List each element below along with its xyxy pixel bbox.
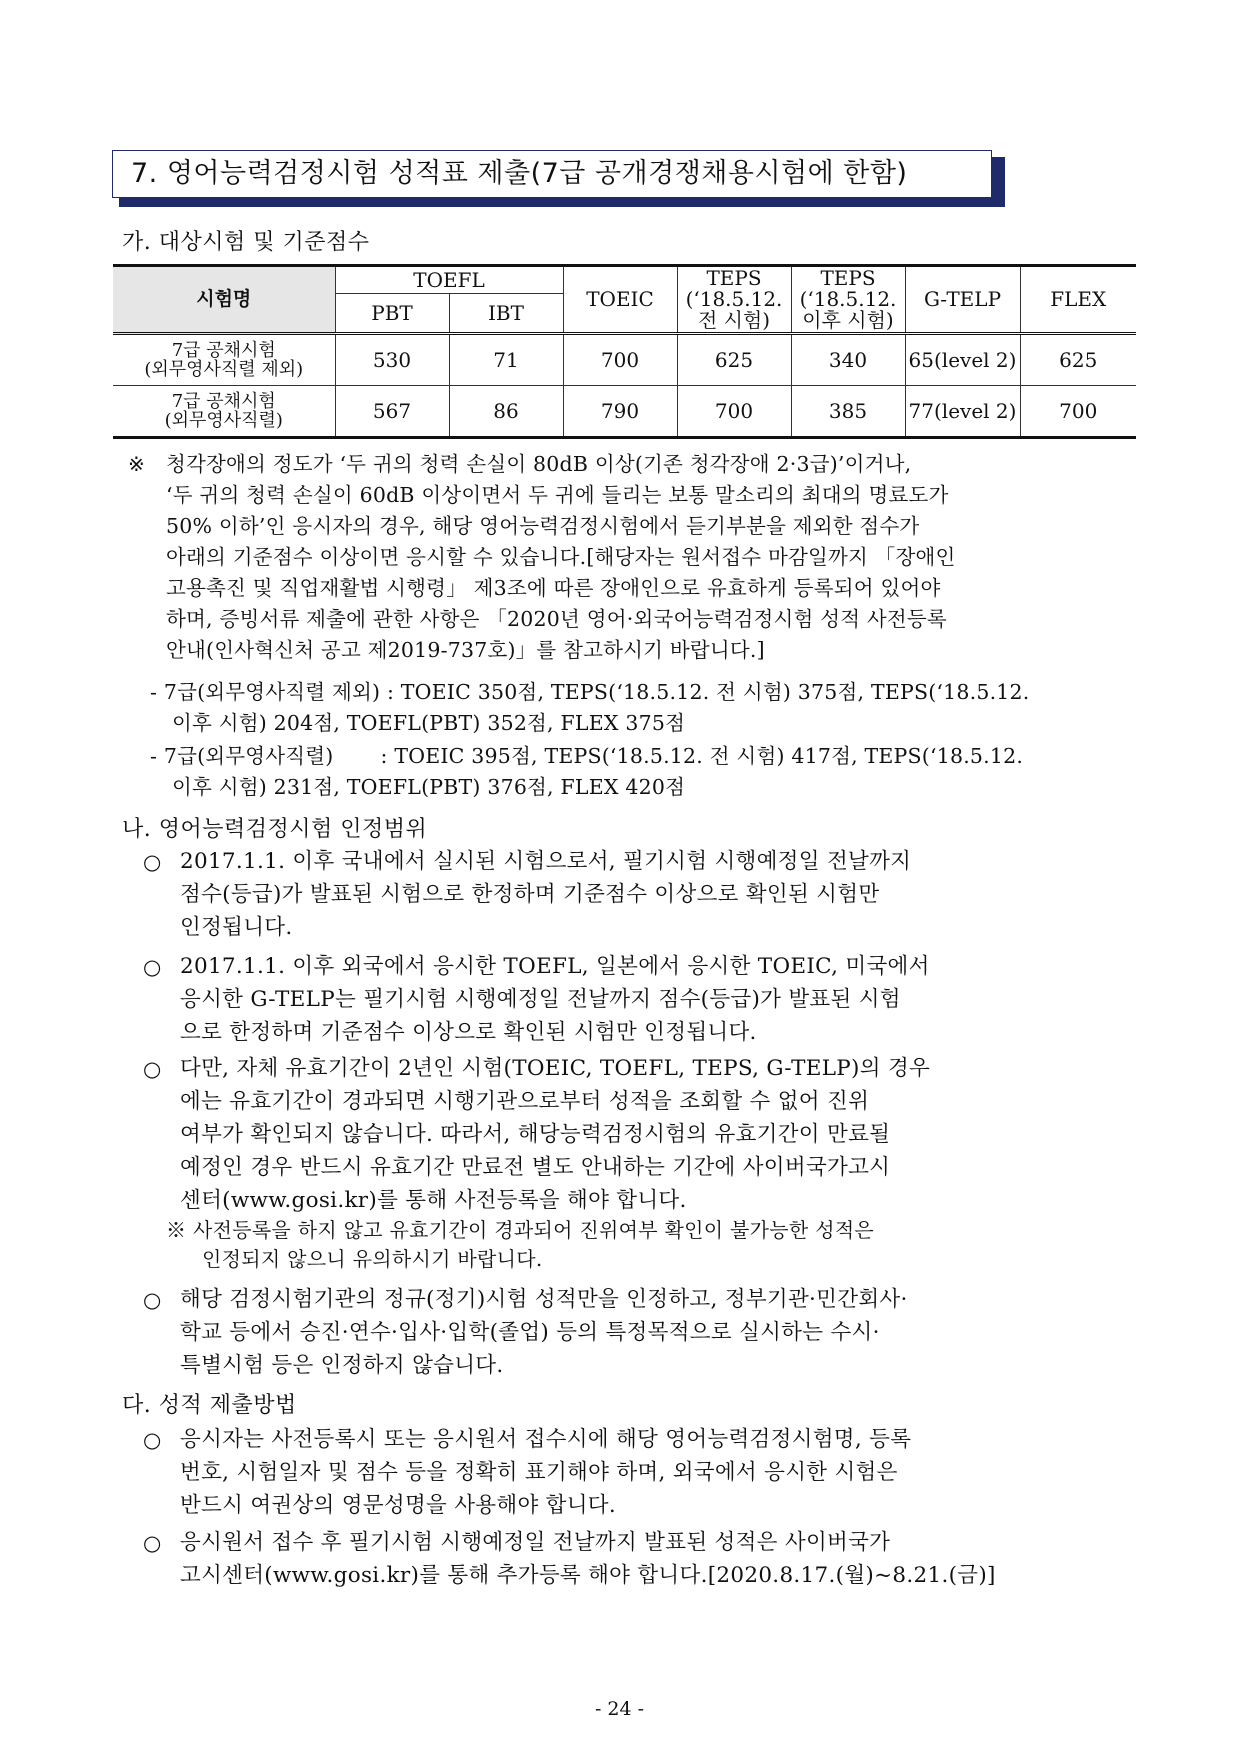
cell-gtelp: 65(level 2) [905,334,1020,386]
header-toefl: TOEFL [335,266,563,294]
preregistration-note: ※ 사전등록을 하지 않고 유효기간이 경과되어 진위여부 확인이 불가능한 성적은 인정되지 않으니 유의하시기 바랍니다. [166,1218,875,1271]
cell-teps-after: 340 [791,334,905,386]
cell-pbt: 567 [335,386,449,438]
c-item: 응시원서 접수 후 필기시험 시행예정일 전날까지 발표된 성적은 사이버국가 고시센터(www.gosi.kr)를 통해 추가등록 해야 합니다.[2020.8.17.(월)~8.21.(금)] [180,1530,996,1588]
b-item: 2017.1.1. 이후 외국에서 응시한 TOEFL, 일본에서 응시한 TOEIC, 미국에서 응시한 G-TELP는 필기시험 시행예정일 전날까지 점수(등급)가 발표된 시험 으로 한정하며 기준점수 이상으로 확인된 시험만 인정됩니다. [180,954,930,1045]
header-gtelp: G-TELP [905,266,1020,334]
cell-flex: 700 [1020,386,1136,438]
b-item: 다만, 자체 유효기간이 2년인 시험(TOEIC, TOEFL, TEPS, G-TELP)의 경우 에는 유효기간이 경과되면 시행기관으로부터 성적을 조회할 수 없어 진위 여부가 확인되지 않습니다. 따라서, 해당능력검정시험의 유효기간이 만료될 예정인 경우 반드시 유효기간 만료전 별도 안내하는 기간에 사이버국가고시 센터(www.gosi.kr)를 통해 사전등록을 해야 합니다. [180,1056,931,1213]
section-title: 7. 영어능력검정시험 성적표 제출(7급 공개경쟁채용시험에 한함) [112,150,992,198]
cell-toeic: 790 [563,386,677,438]
cell-teps-before: 700 [677,386,791,438]
b-item: 해당 검정시험기관의 정규(정기)시험 성적만을 인정하고, 정부기관·민간회사· 학교 등에서 승진·연수·입사·입학(졸업) 등의 특정목적으로 실시하는 수시· 특별시험 등은 인정하지 않습니다. [180,1287,908,1378]
bullet-circle: ○ [143,850,162,874]
table-row [113,386,1136,438]
dash-item: - 7급(외무영사직렬) : TOEIC 395점, TEPS(‘18.5.12. 전 시험) 417점, TEPS(‘18.5.12. 이후 시험) 231점, TOEFL(PBT) 376점, FLEX 420점 [150,744,1024,799]
note-mark: ※ [128,452,145,476]
cell-gtelp: 77(level 2) [905,386,1020,438]
bullet-circle: ○ [143,1288,162,1312]
cell-teps-after: 385 [791,386,905,438]
header-teps-before: TEPS (‘18.5.12. 전 시험) [677,266,791,334]
bullet-circle: ○ [143,955,162,979]
header-toeic: TOEIC [563,266,677,334]
cell-flex: 625 [1020,334,1136,386]
header-flex: FLEX [1020,266,1136,334]
c-item: 응시자는 사전등록시 또는 응시원서 접수시에 해당 영어능력검정시험명, 등록 번호, 시험일자 및 점수 등을 정확히 표기해야 하며, 외국에서 응시한 시험은 반드시 여권상의 영문성명을 사용해야 합니다. [180,1427,912,1518]
b-item: 2017.1.1. 이후 국내에서 실시된 시험으로서, 필기시험 시행예정일 전날까지 점수(등급)가 발표된 시험으로 한정하며 기준점수 이상으로 확인된 시험만 인정됩니다. [180,849,912,940]
cell-pbt: 530 [335,334,449,386]
header-exam-name: 시험명 [113,266,335,334]
table-row [113,334,1136,386]
row-name: 7급 공채시험 (외무영사직렬 제외) [113,334,335,386]
row-name: 7급 공채시험 (외무영사직렬) [113,386,335,438]
dash-item: - 7급(외무영사직렬 제외) : TOEIC 350점, TEPS(‘18.5.12. 전 시험) 375점, TEPS(‘18.5.12. 이후 시험) 204점, TOEFL(PBT) 352점, FLEX 375점 [150,680,1030,735]
subheading-c: 다. 성적 제출방법 [122,1393,297,1418]
bullet-circle: ○ [143,1531,162,1555]
section-title-box [112,150,1002,202]
cell-toeic: 700 [563,334,677,386]
subheading-a: 가. 대상시험 및 기준점수 [122,230,370,255]
header-ibt: IBT [449,294,563,334]
score-table [113,264,1136,439]
header-pbt: PBT [335,294,449,334]
cell-teps-before: 625 [677,334,791,386]
subheading-b: 나. 영어능력검정시험 인정범위 [122,817,428,842]
bullet-circle: ○ [143,1057,162,1081]
page-number: - 24 - [594,1698,645,1720]
cell-ibt: 86 [449,386,563,438]
header-teps-after: TEPS (‘18.5.12. 이후 시험) [791,266,905,334]
bullet-circle: ○ [143,1428,162,1452]
hearing-note: 청각장애의 정도가 ‘두 귀의 청력 손실이 80dB 이상(기존 청각장애 2·3급)’이거나, ‘두 귀의 청력 손실이 60dB 이상이면서 두 귀에 들리는 보통 말소리의 최대의 명료도가 50% 이하’인 응시자의 경우, 해당 영어능력검정시험에서 듣기부분을 제외한 점수가 아래의 기준점수 이상이면 응시할 수 있습니다.[해당자는 원서접수 마감일까지 「장애인 고용촉진 및 직업재활법 시행령」 제3조에 따른 장애인으로 유효하게 등록되어 있어야 하며, 증빙서류 제출에 관한 사항은 「2020년 영어·외국어능력검정시험 성적 사전등록 안내(인사혁신처 공고 제2019-737호)」를 참고하시기 바랍니다.] [166,452,956,662]
cell-ibt: 71 [449,334,563,386]
